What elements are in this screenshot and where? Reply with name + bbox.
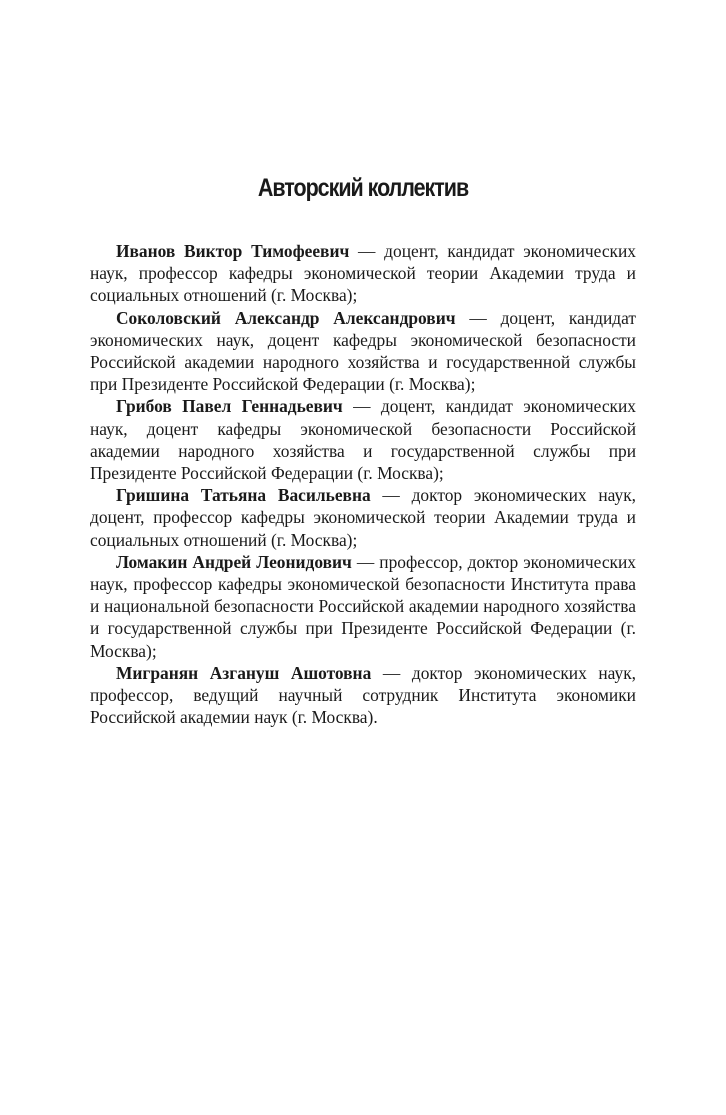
author-name: Ломакин Андрей Леонидович xyxy=(116,551,352,572)
page-title: Авторский коллектив xyxy=(257,174,469,202)
author-description: — профессор, доктор экономических наук, профессор кафедры экономической безопасности Института права и национальной безопасности Российской академии народного хозяйства и государственной службы при Президенте Российской Федерации (г. Москва); xyxy=(90,551,636,661)
author-entry xyxy=(90,307,636,396)
author-name: Соколовский Александр Александрович xyxy=(116,307,456,328)
author-entry xyxy=(90,662,636,729)
author-entry xyxy=(90,551,636,662)
author-list xyxy=(90,240,636,728)
author-description: — доцент, кандидат экономических наук, доцент кафедры экономической безопасности Российской академии народного хозяйства и государственной службы при Президенте Российской Федерации (г. Москва); xyxy=(90,307,637,395)
author-name: Иванов Виктор Тимофеевич xyxy=(116,241,350,261)
author-entry xyxy=(90,484,636,551)
author-description: — доцент, кандидат экономических наук, профессор кафедры экономической теории Академии труда и социальных отношений (г. Москва); xyxy=(90,241,636,306)
author-name: Грибов Павел Геннадьевич xyxy=(116,396,343,417)
author-description: — доктор экономических наук, профессор, ведущий научный сотрудник Института экономики Российской академии наук (г. Москва). xyxy=(90,662,636,728)
author-name: Мигранян Азгануш Ашотовна xyxy=(116,662,372,683)
author-entry xyxy=(90,240,636,307)
author-name: Гришина Татьяна Васильевна xyxy=(116,485,371,506)
author-description: — доктор экономических наук, доцент, профессор кафедры экономической теории Академии труда и социальных отношений (г. Москва); xyxy=(90,485,637,550)
author-entry xyxy=(90,395,636,484)
author-description: — доцент, кандидат экономических наук, доцент кафедры экономической безопасности Российской академии народного хозяйства и государственной службы при Президенте Российской Федерации (г. Москва); xyxy=(90,396,636,484)
